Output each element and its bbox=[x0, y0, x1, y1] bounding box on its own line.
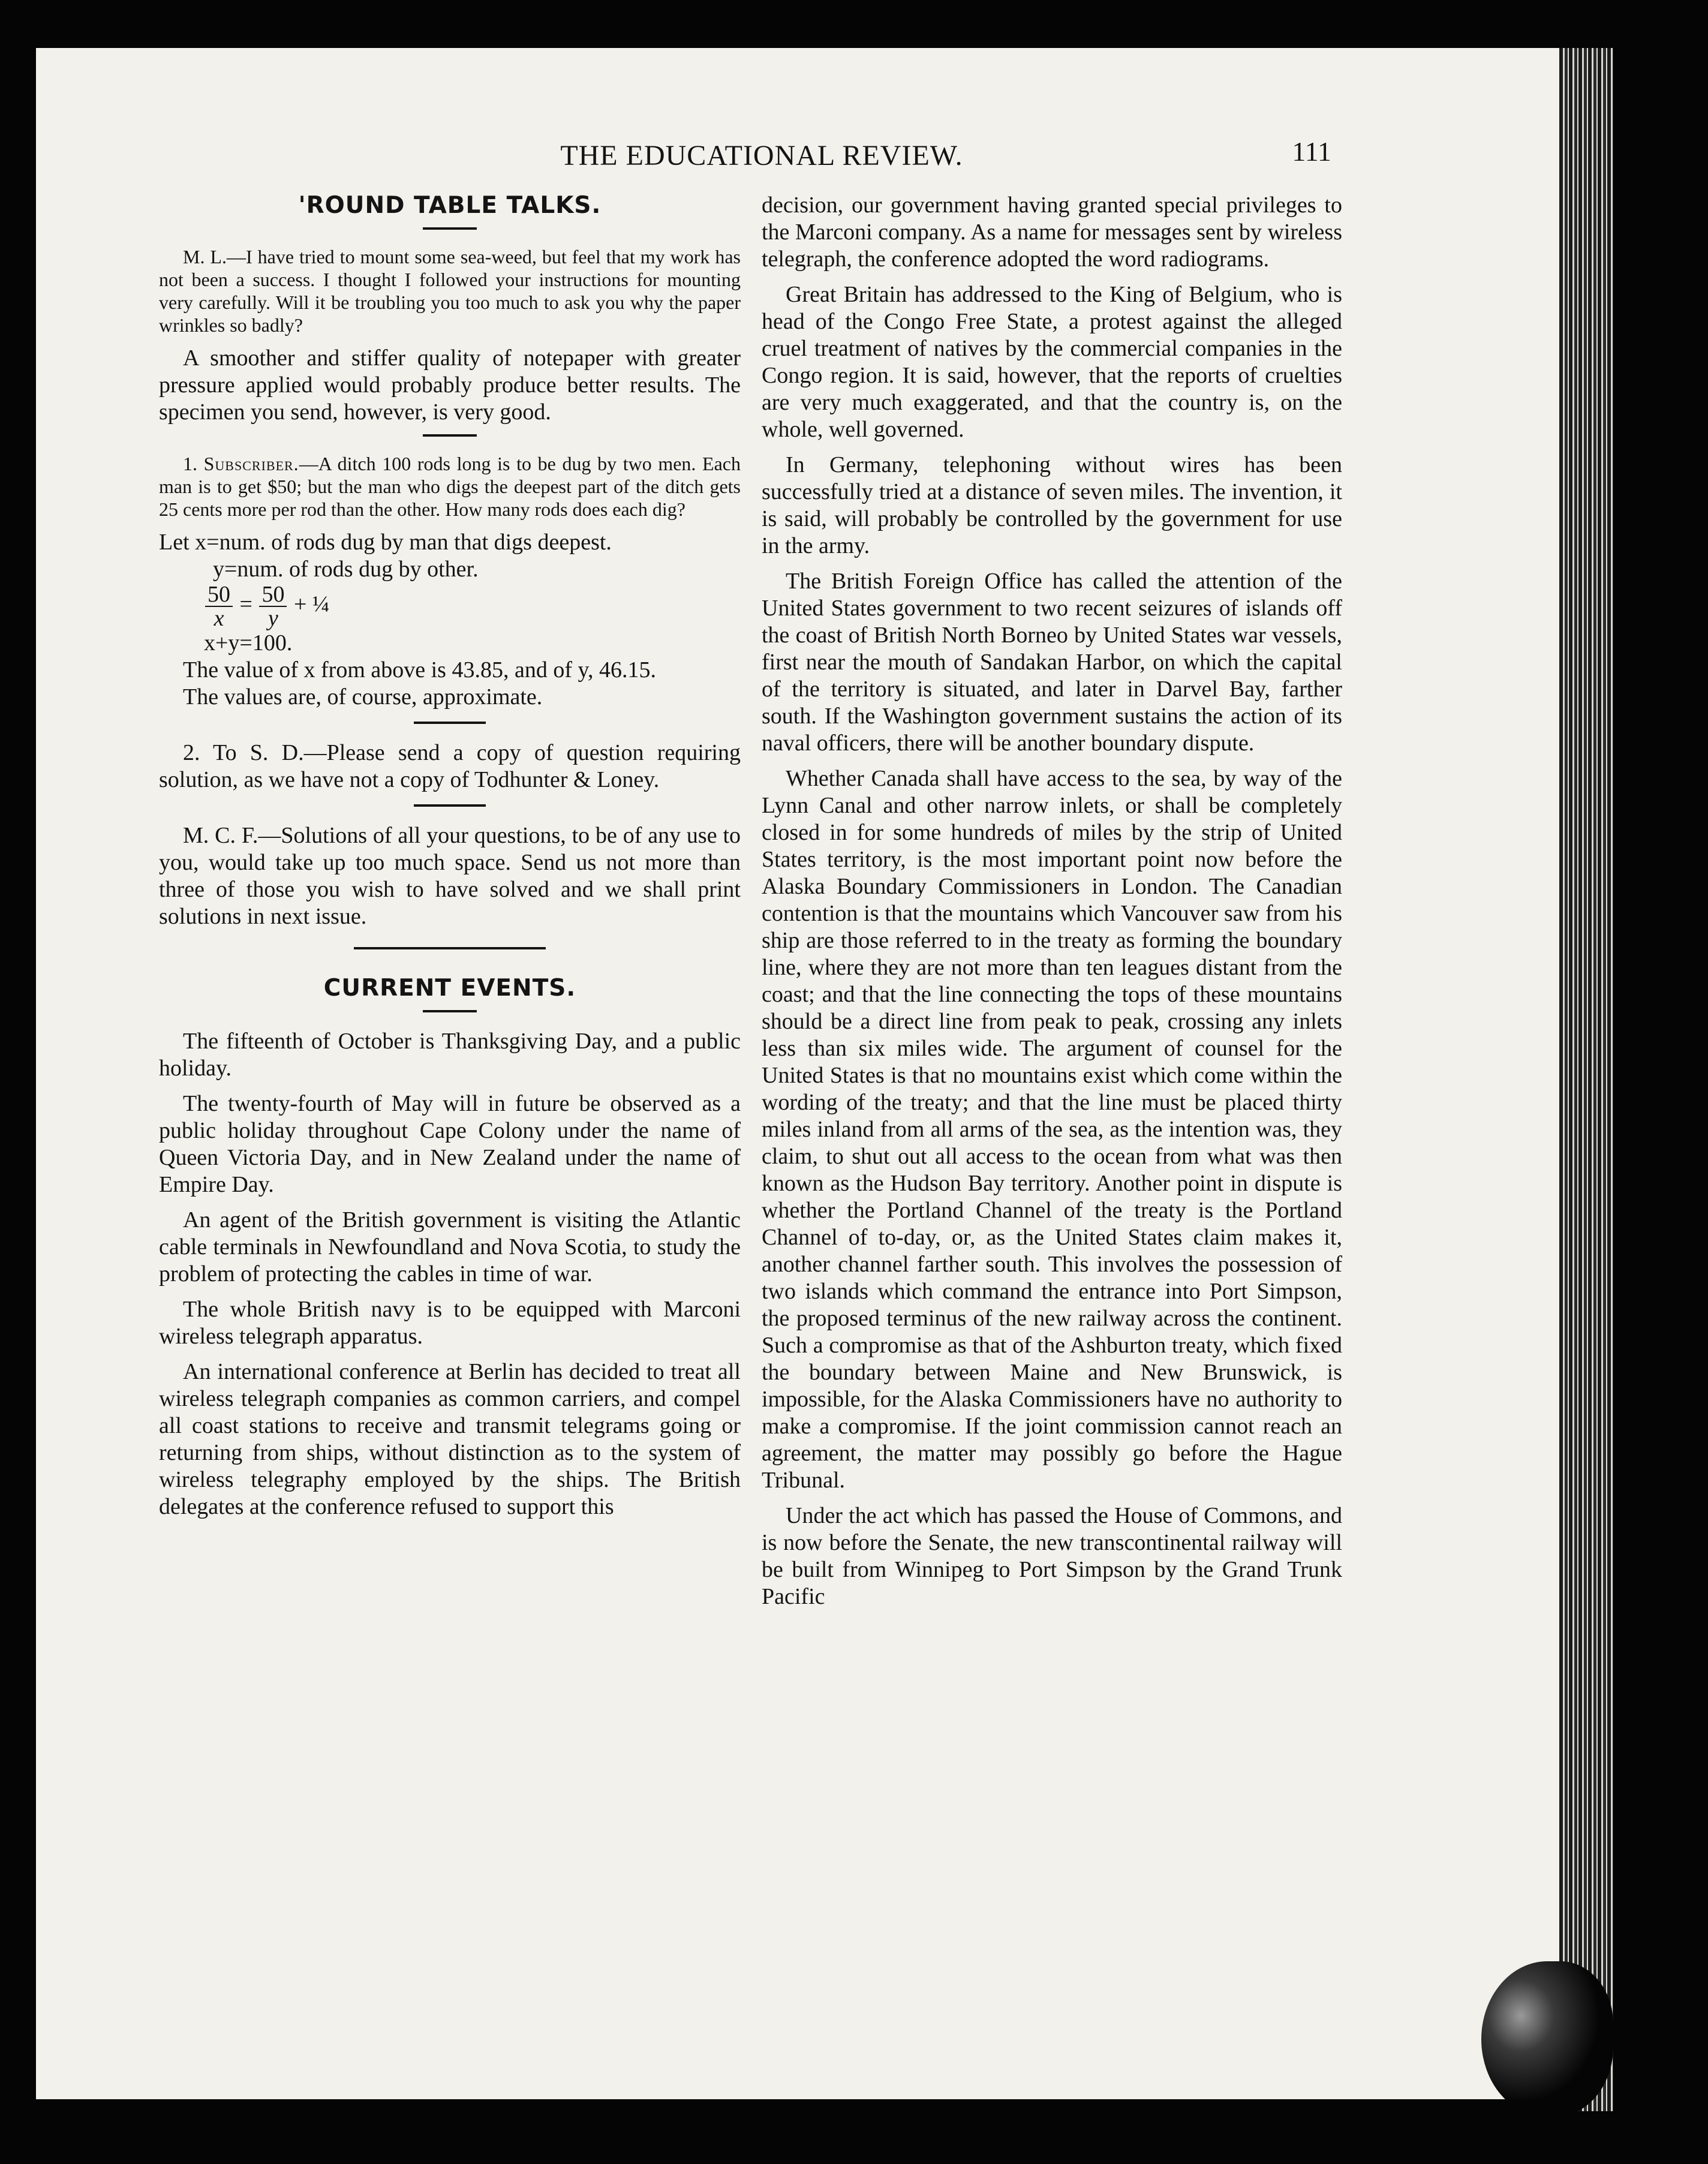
subscriber-label: Subscriber. bbox=[203, 453, 299, 474]
news-item: The twenty-fourth of May will in future be observed as a public holiday throughout Cape Colony under the name of Queen Victoria Day, and in New Zealand under the name of Empire Day. bbox=[159, 1091, 741, 1197]
question-number: 1. bbox=[183, 453, 197, 474]
news-item-continued: decision, our government having granted special privileges to the Marconi company. As a name for messages sent by wireless telegraph, the conference adopted the word radiograms. bbox=[762, 193, 1342, 272]
round-table-heading: 'ROUND TABLE TALKS. bbox=[298, 192, 602, 219]
denominator: x bbox=[214, 606, 224, 631]
page-number: 111 bbox=[1292, 136, 1331, 167]
section-rule bbox=[423, 434, 477, 437]
mcf-reply: M. C. F.—Solutions of all your questions, to be of any use to you, would take up too much space. Send us not more than three of those you wish to have solved and we shall print solutions in next issue. bbox=[159, 823, 741, 929]
equation-two: x+y=100. bbox=[204, 630, 293, 656]
fraction-y bbox=[259, 583, 287, 630]
heading-rule bbox=[423, 227, 477, 230]
let-y-line: y=num. of rods dug by other. bbox=[213, 557, 479, 582]
section-divider bbox=[354, 947, 546, 949]
news-item: In Germany, telephoning without wires has been successfully tried at a distance of seven miles. The invention, it is said, will probably be controlled by the government for use in the army. bbox=[762, 452, 1342, 558]
fraction-x bbox=[205, 583, 233, 630]
section-rule bbox=[414, 722, 486, 724]
news-item: The fifteenth of October is Thanksgiving Day, and a public holiday. bbox=[159, 1029, 741, 1081]
news-item: The British Foreign Office has called the attention of the United States government to two recent seizures of islands off the coast of British North Borneo by United States war vessels, first near the mouth of Sandakan Harbor, on which the capital of the territory is situated, and later in Darvel Bay, farther south. If the Washington government sustains the action of its naval officers, there will be another boundary dispute. bbox=[762, 569, 1342, 756]
let-x-line: Let x=num. of rods dug by man that digs deepest. bbox=[159, 530, 612, 555]
current-events-heading: CURRENT EVENTS. bbox=[323, 975, 576, 1002]
approx-line: The values are, of course, approximate. bbox=[183, 684, 543, 710]
news-item: Great Britain has addressed to the King of Belgium, who is head of the Congo Free State, a protest against the alleged cruel treatment of natives by the commercial companies in the Congo region. It is said, however, that the reports of cruelties are very much exaggerated, and that the country is, on the whole, well governed. bbox=[762, 282, 1342, 442]
running-head: THE EDUCATIONAL REVIEW. bbox=[560, 140, 963, 172]
numerator: 50 bbox=[205, 583, 233, 607]
sd-reply: 2. To S. D.—Please send a copy of question requiring solution, as we have not a copy of Todhunter & Loney. bbox=[159, 740, 741, 792]
left-column bbox=[159, 192, 741, 1529]
news-item: The whole British navy is to be equipped with Marconi wireless telegraph apparatus. bbox=[159, 1297, 741, 1349]
question-text: —A ditch 100 rods long is to be dug by two men. Each man is to get $50; but the man who digs the deepest part of the ditch gets 25 cents more per rod than the other. How many rods does each dig? bbox=[159, 453, 741, 520]
right-column bbox=[762, 192, 1342, 1619]
equation-one bbox=[159, 583, 741, 630]
news-item: Whether Canada shall have access to the sea, by way of the Lynn Canal and other narrow inlets, or shall be completely closed in for some hundreds of miles by the strip of United States territory, is the most important point now before the Alaska Boundary Commissioners in London. The Canadian contention is that the mountains which Vancouver saw from his ship are those referred to in the treaty as forming the boundary line, where they are not more than ten leagues distant from the coast; and that the line connecting the tops of these mountains should be a direct line from peak to peak, crossing any inlets less than six miles wide. The argument of counsel for the United States is that no mountains exist which come within the wording of the treaty; and that the line must be placed thirty miles inland from all arms of the sea, as the intention was, they claim, to shut out all access to the ocean from what was then known as the Hudson Bay territory. Another point in dispute is whether the Portland Channel of the treaty is the Portland Channel of to-day, or, as the United States claim makes it, another channel farther south. This involves the possession of two islands which command the entrance into Port Simpson, the proposed terminus of the new railway across the continent. Such a compromise as that of the Ashburton treaty, which fixed the boundary between Maine and New Brunswick, is impossible, for the Alaska Commissioners have no authority to make a compromise. If the joint commission cannot reach an agreement, the matter may possibly go before the Hague Tribunal. bbox=[762, 766, 1342, 1493]
subscriber-question bbox=[159, 452, 741, 521]
news-item: Under the act which has passed the House of Commons, and is now before the Senate, the new transcontinental railway will be built from Winnipeg to Port Simpson by the Grand Trunk Pacific bbox=[762, 1503, 1342, 1609]
news-item: An international conference at Berlin has decided to treat all wireless telegraph companies as common carriers, and compel all coast stations to receive and transmit telegrams going or returning from ships, without distinction as to the system of wireless telegraphy employed by the ships. The British delegates at the conference refused to support this bbox=[159, 1359, 741, 1519]
book-page-edges bbox=[1559, 48, 1613, 2111]
heading-rule bbox=[423, 1010, 477, 1012]
solution-block bbox=[159, 529, 741, 711]
numerator: 50 bbox=[259, 583, 287, 607]
denominator: y bbox=[268, 606, 278, 631]
news-item: An agent of the British government is visiting the Atlantic cable terminals in Newfoundland and Nova Scotia, to study the problem of protecting the cables in time of war. bbox=[159, 1207, 741, 1287]
equation-tail: + ¼ bbox=[293, 591, 330, 617]
equals-sign: = bbox=[239, 591, 252, 617]
scanner-thumb bbox=[1481, 1961, 1613, 2117]
ml-reply: A smoother and stiffer quality of notepaper with greater pressure applied would probably produce better results. The specimen you send, however, is very good. bbox=[159, 345, 741, 425]
value-line: The value of x from above is 43.85, and of y, 46.15. bbox=[183, 657, 657, 683]
ml-letter: M. L.—I have tried to mount some sea-weed, but feel that my work has not been a success. I thought I followed your instructions for mounting very carefully. Will it be troubling you too much to ask you why the paper wrinkles so badly? bbox=[159, 246, 741, 336]
section-rule bbox=[414, 804, 486, 807]
